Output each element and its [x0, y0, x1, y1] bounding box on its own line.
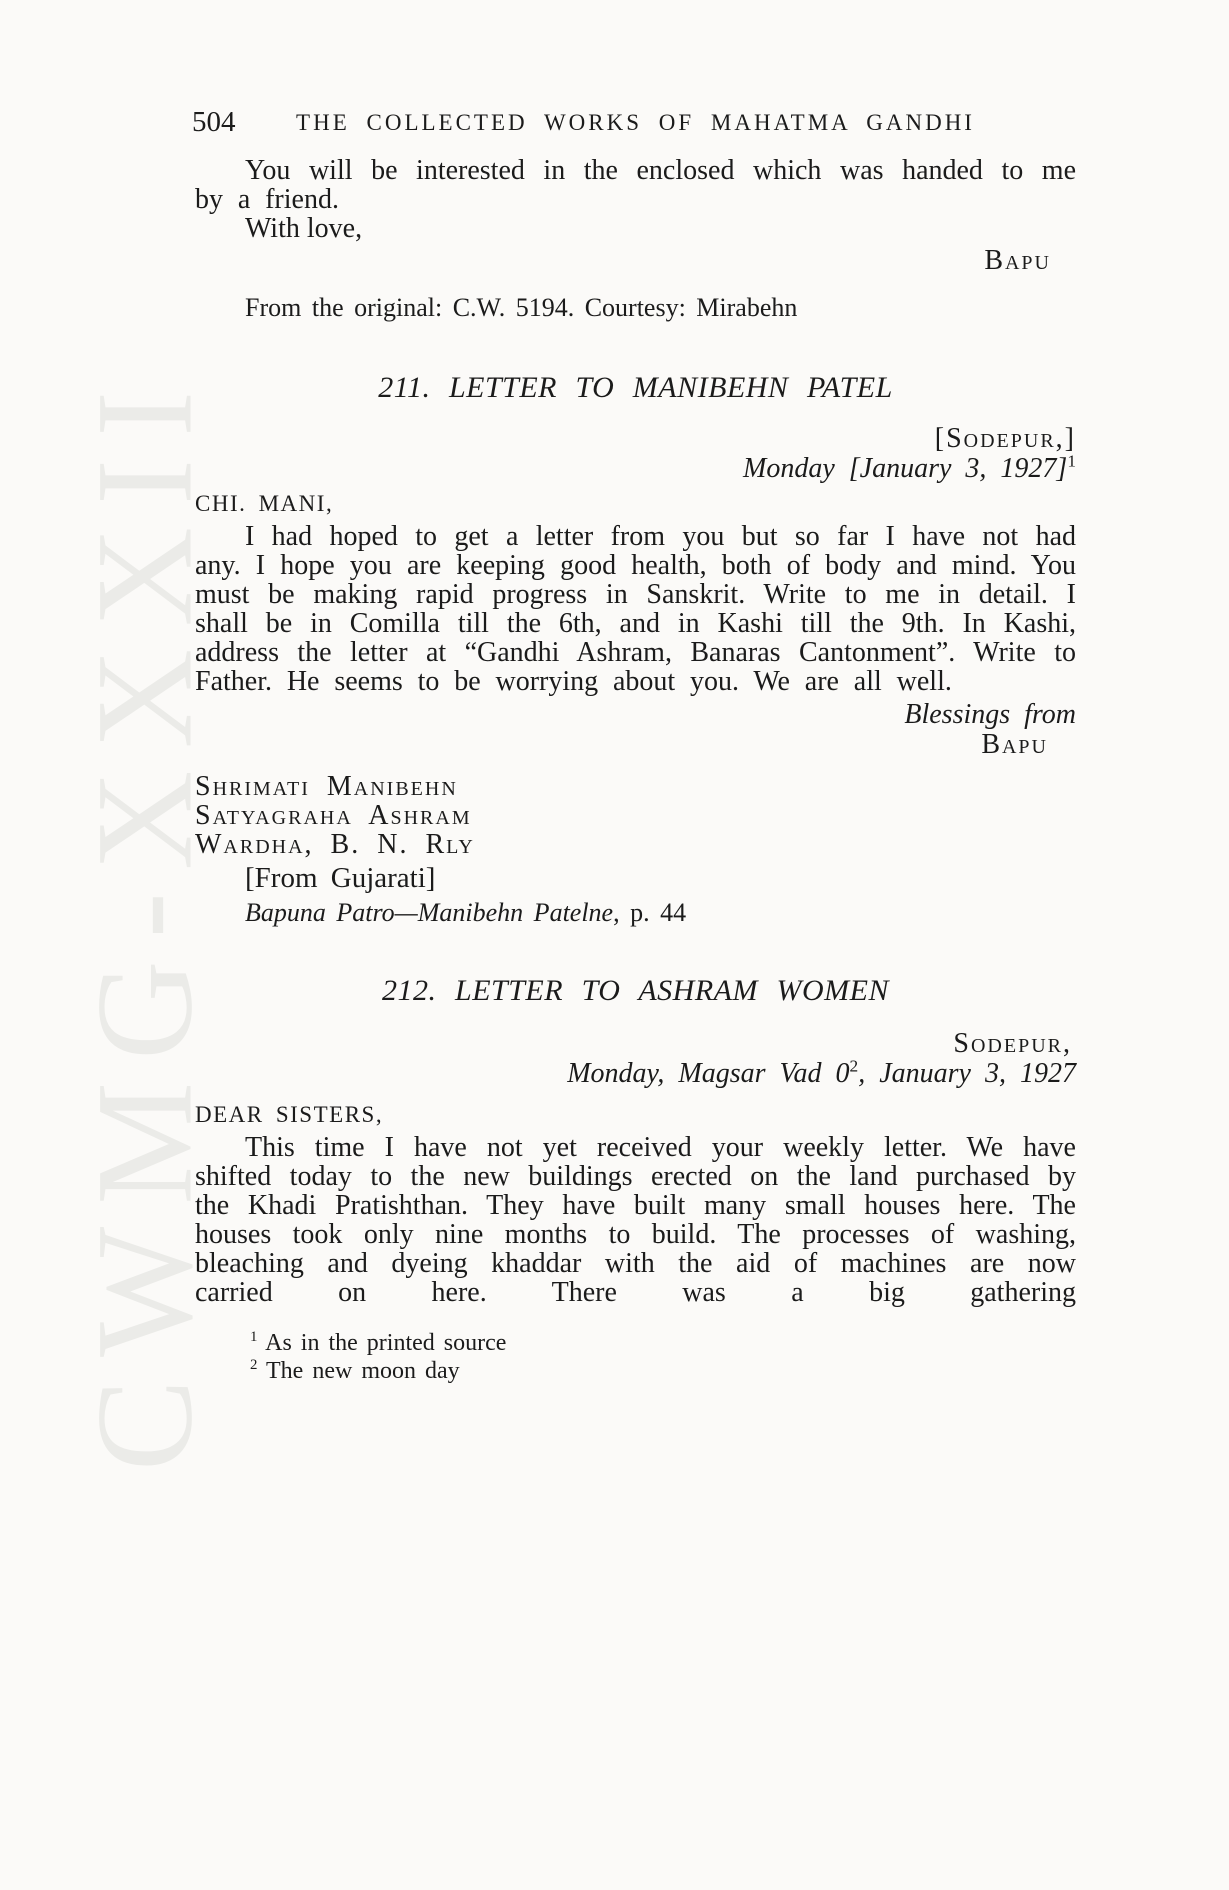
letter-211-place: [Sodepur,] — [934, 423, 1076, 454]
letter-212-date-part2: , January 3, 1927 — [858, 1058, 1076, 1089]
watermark-text: CWMG-XXXII — [67, 368, 221, 1472]
letter-211-source — [195, 899, 1076, 927]
letter-211-salutation: CHI. MANI, — [195, 491, 334, 516]
letter-212-date — [195, 1056, 1076, 1089]
letter-212-body: This time I have not yet received your weekly letter. We have shifted today to the new buildings erected on the land purchased by the Khadi Pratishthan. They have built many small houses here. The houses took only nine months to build. The processes of washing, bleaching and dyeing khaddar with the aid of machines are now carried on here. There was a big gathering — [195, 1132, 1076, 1308]
letter-210-valediction: With love, — [245, 213, 363, 244]
footnote-ref-1: 1 — [1067, 451, 1076, 471]
address-line: Shrimati Manibehn — [195, 771, 458, 802]
letter-211-source-page: , p. 44 — [613, 898, 687, 927]
footnote-1 — [250, 1329, 1076, 1357]
address-line: Wardha, B. N. Rly — [195, 829, 475, 860]
address-line: Satyagraha Ashram — [195, 800, 472, 831]
footnotes-block — [195, 1329, 1076, 1385]
page-content — [192, 0, 1076, 1385]
letter-212-date-part1: Monday, Magsar Vad 0 — [567, 1058, 850, 1089]
letter-210-body: You will be interested in the enclosed which was handed to me by a friend. — [195, 155, 1076, 215]
page-number: 504 — [192, 106, 236, 138]
letter-210-source: From the original: C.W. 5194. Courtesy: Mirabehn — [245, 293, 798, 322]
footnote-1-text: As in the printed source — [265, 1330, 507, 1356]
letter-211-address-block — [195, 772, 1076, 859]
footnote-1-ref: 1 — [250, 1329, 258, 1345]
letter-212-place: Sodepur, — [953, 1028, 1072, 1059]
letter-211-heading: 211. LETTER TO MANIBEHN PATEL — [378, 371, 893, 404]
letter-211-date-text: Monday [January 3, 1927] — [743, 453, 1068, 484]
running-header-title: THE COLLECTED WORKS OF MAHATMA GANDHI — [296, 110, 975, 135]
letter-211-date — [195, 451, 1076, 484]
letter-212-heading: 212. LETTER TO ASHRAM WOMEN — [382, 974, 889, 1007]
letter-211-source-title: Bapuna Patro—Manibehn Patelne — [245, 898, 614, 927]
footnote-ref-2: 2 — [849, 1056, 859, 1076]
running-header — [192, 106, 1076, 138]
letter-210-signature: Bapu — [984, 245, 1051, 276]
letter-211-valediction: Blessings from — [904, 699, 1076, 730]
letter-211-body: I had hoped to get a letter from you but so far I have not had any. I hope you are keeping good health, both of body and mind. You must be making rapid progress in Sanskrit. Write to me in detail. I shall be in Comilla till the 6th, and in Kashi till the 9th. In Kashi, address the letter at “Gandhi Ashram, Banaras Cantonment”. Write to Father. He seems to be worrying about you. We are all well. — [195, 521, 1076, 697]
footnote-2-ref: 2 — [250, 1357, 258, 1373]
footnote-2-text: The new moon day — [266, 1358, 460, 1384]
letter-212-salutation: DEAR SISTERS, — [195, 1102, 384, 1127]
letter-211-translation-note: [From Gujarati] — [245, 862, 436, 894]
letter-211-signature: Bapu — [981, 729, 1048, 760]
footnote-2 — [250, 1357, 1076, 1385]
